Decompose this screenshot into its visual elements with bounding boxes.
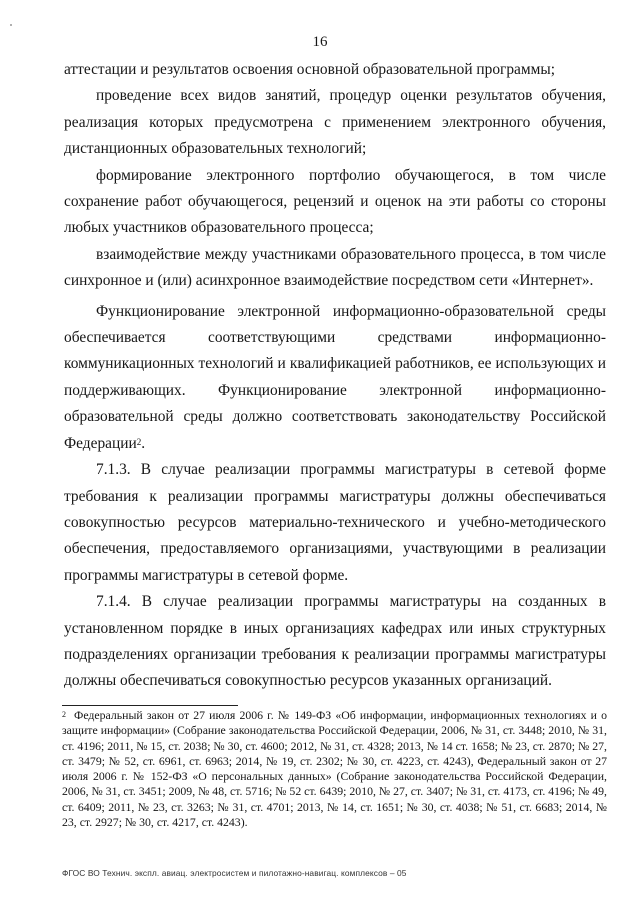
body-paragraph-4: взаимодействие между участниками образовательного процесса, в том числе синхронное и (или) асинхронное взаимодействие посредством сети «Интернет». [64, 245, 606, 290]
footnote [62, 708, 607, 830]
body-paragraph-2: проведение всех видов занятий, процедур оценки результатов обучения, реализация которых предусмотрена с применением электронного обучения, дистанционных образовательных технологий; [64, 87, 606, 158]
scan-speck [10, 24, 12, 26]
section-7-1-4-paragraph: 7.1.4. В случае реализации программы магистратуры на созданных в установленном порядке в иных организациях кафедрах или иных структурных подразделениях организации требования к реализации программы магистратуры должны обеспечиваться совокупностью ресурсов указанных организаций. [64, 593, 606, 690]
footnote-mark: 2 [62, 710, 66, 719]
page-number: 16 [312, 34, 328, 50]
body-paragraph-3: формирование электронного портфолио обучающегося, в том числе сохранение работ обучающегося, рецензий и оценок на эти работы со стороны любых участников образовательного процесса; [64, 166, 606, 237]
body-paragraph-1: аттестации и результатов освоения основной образовательной программы; [64, 61, 555, 78]
body-paragraph-5 [64, 299, 606, 457]
footnote-text: Федеральный закон от 27 июля 2006 г. № 149-ФЗ «Об информации, информационных технологиях и о защите информации» (Собрание законодательства Российской Федерации, 2006, № 31, ст. 3448; 2010, № 31, ст. 4196; 2011, № 15, ст. 2038; № 30, ст. 4600; 2012, № 31, ст. 4328; 2013, № 14 ст. 1658; № 23, ст. 2870; № 27, ст. 3479; № 52, ст. 6961, ст. 6963; 2014, № 19, ст. 2302; № 30, ст. 4223, ст. 4243), Федеральный закон от 27 июля 2006 г. № 152-ФЗ «О персональных данных» (Собрание законодательства Российской Федерации, 2006, № 31, ст. 3451; 2009, № 48, ст. 5716; № 52 ст. 6439; 2010, № 27, ст. 3407; № 31, ст. 4173, ст. 4196; № 49, ст. 6409; 2011, № 23, ст. 3263; № 31, ст. 4701; 2013, № 14, ст. 1651; № 30, ст. 4038; № 51, ст. 6683; 2014, № 23, ст. 2927; № 30, ст. 4217, ст. 4243). [62, 708, 607, 830]
document-footer: ФГОС ВО Технич. экспл. авиац. электросистем и пилотажно-навигац. комплексов – 05 [62, 868, 407, 878]
footnote-separator [62, 705, 238, 706]
main-body-text [64, 57, 606, 695]
body-paragraph-5-text: Функционирование электронной информационно-образовательной среды обеспечивается соответствующими средствами информационно-коммуникационных технологий и квалификацией работников, ее использующих и поддерживающих. Функционирование электронной информационно-образовательной среды должно соответствовать законодательству Российской Федерации [64, 302, 606, 452]
section-7-1-3-paragraph: 7.1.3. В случае реализации программы магистратуры в сетевой форме требования к реализации программы магистратуры должны обеспечиваться совокупностью ресурсов материально-технического и учебно-методического обеспечения, предоставляемого организациями, участвующими в реализации программы магистратуры в сетевой форме. [64, 461, 606, 584]
body-paragraph-5-end: . [141, 434, 146, 452]
footnote-reference: 2 [136, 436, 142, 447]
